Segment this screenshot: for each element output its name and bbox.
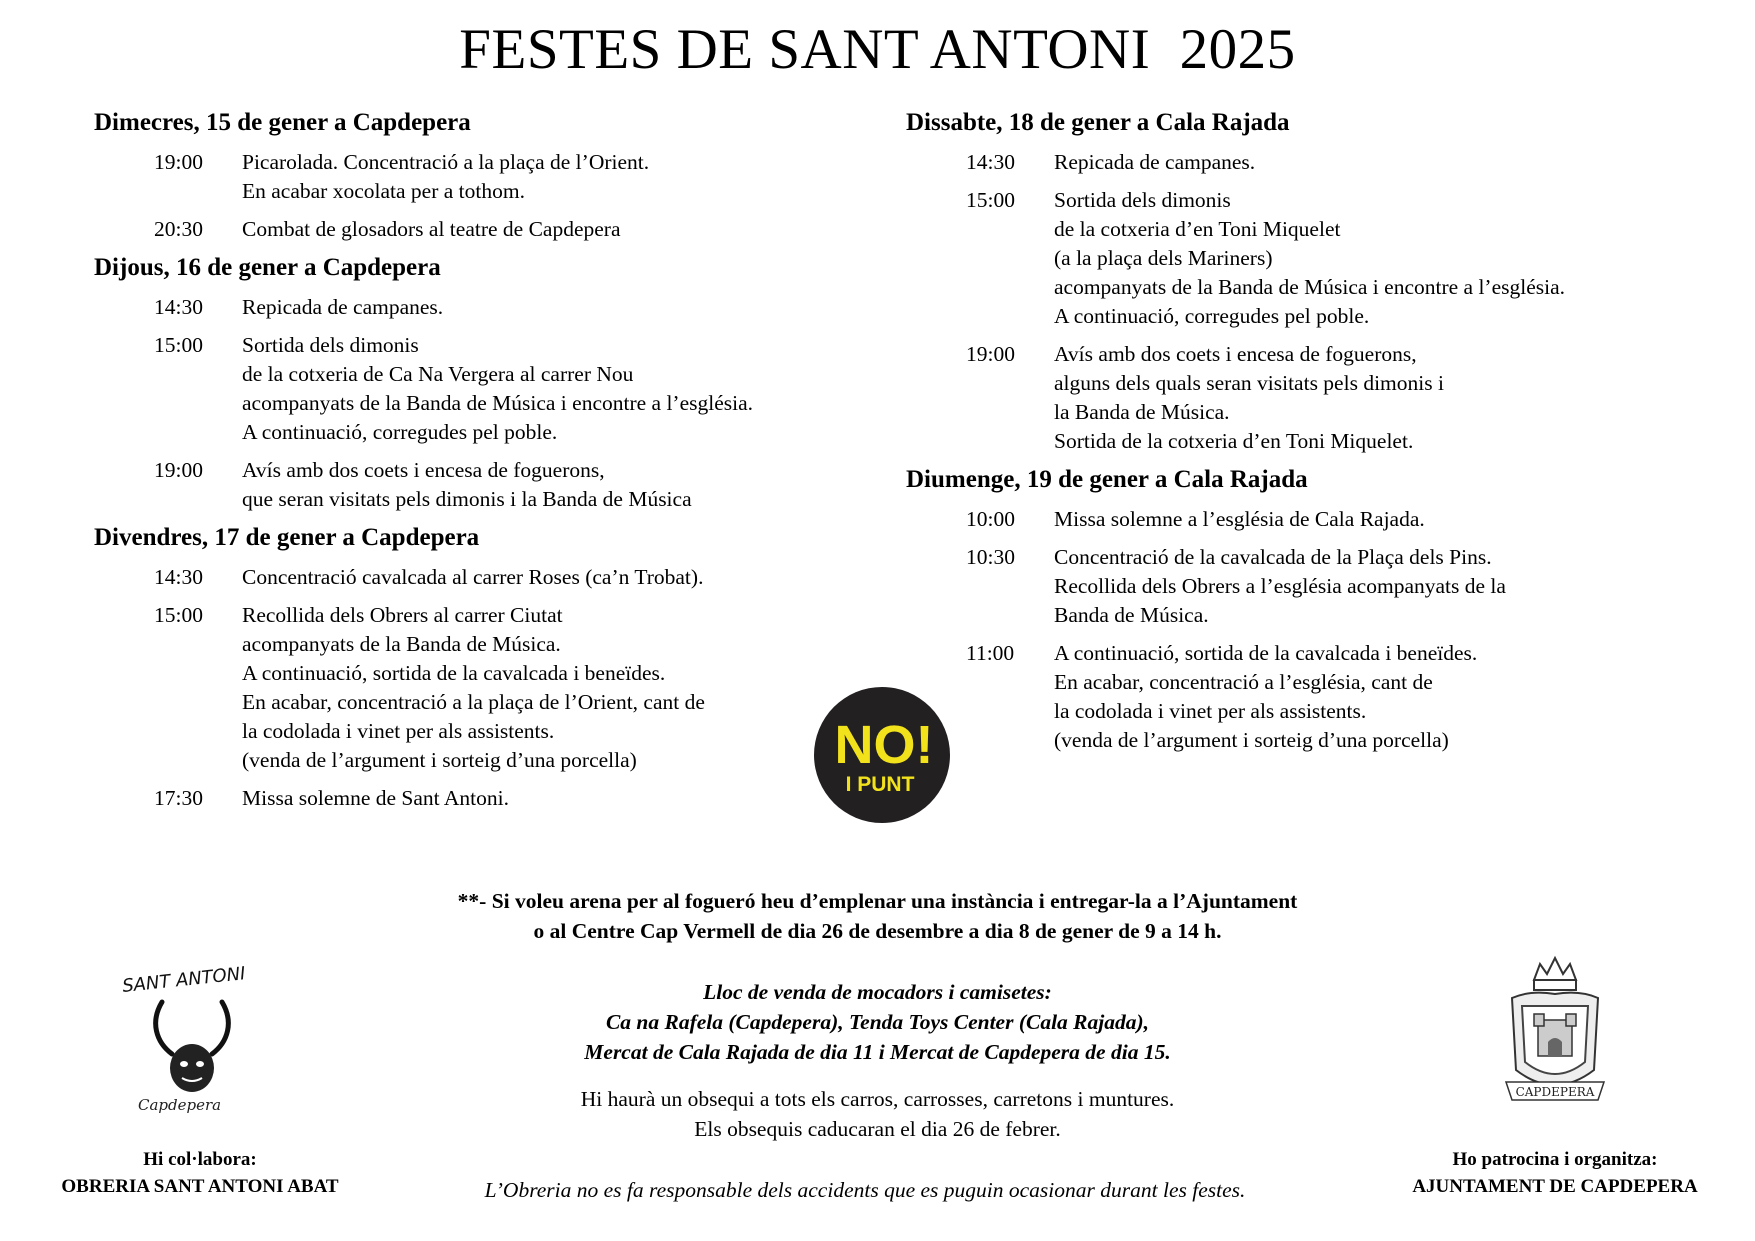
schedule-event bbox=[906, 148, 1726, 177]
event-description bbox=[242, 331, 753, 447]
day-title: Dijous, 16 de gener a Capdepera bbox=[94, 254, 441, 281]
program-column-right bbox=[906, 108, 1726, 764]
event-description bbox=[1054, 505, 1425, 534]
schedule-event bbox=[906, 543, 1726, 630]
sponsor-name: AJUNTAMENT DE CAPDEPERA bbox=[1412, 1176, 1698, 1197]
event-time: 10:30 bbox=[966, 545, 1015, 569]
sales-line: Mercat de Cala Rajada de dia 11 i Mercat de Capdepera de dia 15. bbox=[584, 1040, 1171, 1064]
no-i-punt-badge bbox=[814, 687, 950, 823]
event-description-line: Avís amb dos coets i encesa de foguerons, bbox=[1054, 342, 1417, 366]
event-time: 15:00 bbox=[154, 603, 203, 627]
disclaimer: L’Obreria no es fa responsable dels accidents que es puguin ocasionar durant les festes. bbox=[484, 1178, 1246, 1202]
event-description-line: A continuació, sortida de la cavalcada i beneïdes. bbox=[242, 661, 666, 685]
event-time: 14:30 bbox=[966, 150, 1015, 174]
event-description bbox=[242, 215, 621, 244]
sponsor-label: Ho patrocina i organitza: bbox=[1452, 1149, 1658, 1170]
collab-label: Hi col·labora: bbox=[143, 1149, 257, 1170]
capdepera-coat-of-arms bbox=[1500, 950, 1610, 1130]
event-time: 19:00 bbox=[154, 150, 203, 174]
event-description-line: Banda de Música. bbox=[1054, 603, 1209, 627]
event-description-line: Sortida dels dimonis bbox=[1054, 188, 1231, 212]
event-description bbox=[1054, 340, 1444, 456]
event-description-line: En acabar, concentració a l’església, cant de bbox=[1054, 670, 1433, 694]
sales-line: Lloc de venda de mocadors i camisetes: bbox=[703, 980, 1052, 1004]
schedule-event bbox=[94, 601, 854, 775]
schedule-event bbox=[906, 639, 1726, 755]
event-description-line: que seran visitats pels dimonis i la Banda de Música bbox=[242, 487, 692, 511]
event-description-line: de la cotxeria de Ca Na Vergera al carrer Nou bbox=[242, 362, 634, 386]
logo-left-top-text: SANT ANTONI bbox=[121, 963, 247, 998]
event-description-line: En acabar, concentració a la plaça de l’Orient, cant de bbox=[242, 690, 705, 714]
schedule-event bbox=[94, 456, 854, 514]
event-description-line: acompanyats de la Banda de Música. bbox=[242, 632, 561, 656]
notice-line: **- Si voleu arena per al fogueró heu d’emplenar una instància i entregar-la a l’Ajuntament bbox=[457, 889, 1298, 913]
event-description-line: Repicada de campanes. bbox=[1054, 150, 1256, 174]
event-description bbox=[242, 456, 692, 514]
notice-line: o al Centre Cap Vermell de dia 26 de desembre a dia 8 de gener de 9 a 14 h. bbox=[533, 919, 1222, 943]
program-column-left bbox=[94, 108, 854, 822]
event-description-line: Avís amb dos coets i encesa de foguerons, bbox=[242, 458, 605, 482]
day-section bbox=[94, 108, 854, 244]
event-description bbox=[1054, 186, 1565, 331]
sales-line: Ca na Rafela (Capdepera), Tenda Toys Center (Cala Rajada), bbox=[605, 1010, 1150, 1034]
event-description-line: la codolada i vinet per als assistents. bbox=[1054, 699, 1367, 723]
event-description-line: A continuació, corregudes pel poble. bbox=[242, 420, 558, 444]
event-description-line: A continuació, sortida de la cavalcada i beneïdes. bbox=[1054, 641, 1478, 665]
event-description-line: la Banda de Música. bbox=[1054, 400, 1230, 424]
sant-antoni-logo bbox=[110, 950, 260, 1125]
event-time: 14:30 bbox=[154, 295, 203, 319]
event-description bbox=[242, 601, 705, 775]
collaborator bbox=[0, 1146, 400, 1200]
schedule-event bbox=[94, 784, 854, 813]
sales-points bbox=[0, 977, 1755, 1067]
logo-left-bottom-text: Capdepera bbox=[138, 1096, 222, 1114]
event-time: 15:00 bbox=[154, 333, 203, 357]
gift-line: Els obsequis caducaran el dia 26 de febrer. bbox=[694, 1117, 1061, 1141]
event-time: 10:00 bbox=[966, 507, 1015, 531]
schedule-event bbox=[94, 215, 854, 244]
event-description-line: Concentració cavalcada al carrer Roses (ca’n Trobat). bbox=[242, 565, 704, 589]
event-time: 19:00 bbox=[154, 458, 203, 482]
event-description-line: Recollida dels Obrers al carrer Ciutat bbox=[242, 603, 563, 627]
day-title: Diumenge, 19 de gener a Cala Rajada bbox=[906, 466, 1308, 493]
day-section bbox=[906, 465, 1726, 755]
event-description-line: acompanyats de la Banda de Música i encontre a l’església. bbox=[1054, 275, 1566, 299]
schedule-event bbox=[906, 505, 1726, 534]
gift-line: Hi haurà un obsequi a tots els carros, carrosses, carretons i muntures. bbox=[580, 1087, 1175, 1111]
day-section bbox=[94, 523, 854, 813]
gift-notice bbox=[0, 1084, 1755, 1144]
event-description-line: Recollida dels Obrers a l’església acompanyats de la bbox=[1054, 574, 1506, 598]
event-time: 14:30 bbox=[154, 565, 203, 589]
event-description-line: Repicada de campanes. bbox=[242, 295, 444, 319]
day-section bbox=[94, 253, 854, 514]
sponsor bbox=[1355, 1146, 1755, 1200]
schedule-event bbox=[94, 331, 854, 447]
logo-right-ribbon-text: CAPDEPERA bbox=[1515, 1085, 1595, 1099]
event-time: 15:00 bbox=[966, 188, 1015, 212]
event-description bbox=[1054, 148, 1255, 177]
schedule-event bbox=[94, 293, 854, 322]
event-description-line: Concentració de la cavalcada de la Plaça dels Pins. bbox=[1054, 545, 1492, 569]
event-description-line: alguns dels quals seran visitats pels dimonis i bbox=[1054, 371, 1444, 395]
event-description-line: Missa solemne de Sant Antoni. bbox=[242, 786, 509, 810]
event-description bbox=[242, 784, 509, 813]
event-description bbox=[242, 563, 703, 592]
event-time: 19:00 bbox=[966, 342, 1015, 366]
event-description-line: A continuació, corregudes pel poble. bbox=[1054, 304, 1370, 328]
event-time: 11:00 bbox=[966, 641, 1015, 665]
schedule-event bbox=[94, 148, 854, 206]
event-time: 17:30 bbox=[154, 786, 203, 810]
day-title: Dissabte, 18 de gener a Cala Rajada bbox=[906, 109, 1290, 136]
event-description-line: acompanyats de la Banda de Música i encontre a l’església. bbox=[242, 391, 754, 415]
event-description-line: Picarolada. Concentració a la plaça de l’Orient. bbox=[242, 150, 650, 174]
event-description-line: Missa solemne a l’església de Cala Rajada. bbox=[1054, 507, 1425, 531]
event-time: 20:30 bbox=[154, 217, 203, 241]
event-description bbox=[1054, 639, 1477, 755]
event-description-line: (venda de l’argument i sorteig d’una porcella) bbox=[242, 748, 637, 772]
event-description-line: (venda de l’argument i sorteig d’una porcella) bbox=[1054, 728, 1449, 752]
event-description-line: Combat de glosadors al teatre de Capdepera bbox=[242, 217, 621, 241]
event-description-line: de la cotxeria d’en Toni Miquelet bbox=[1054, 217, 1341, 241]
event-description bbox=[242, 293, 443, 322]
event-description-line: Sortida de la cotxeria d’en Toni Miquelet. bbox=[1054, 429, 1414, 453]
day-title: Divendres, 17 de gener a Capdepera bbox=[94, 524, 480, 551]
page-title: FESTES DE SANT ANTONI 2025 bbox=[459, 18, 1296, 81]
badge-line1: NO! bbox=[834, 715, 934, 775]
badge-line2: I PUNT bbox=[845, 773, 915, 796]
event-description-line: En acabar xocolata per a tothom. bbox=[242, 179, 525, 203]
event-description-line: Sortida dels dimonis bbox=[242, 333, 419, 357]
schedule-event bbox=[906, 340, 1726, 456]
event-description bbox=[242, 148, 649, 206]
collab-name: OBRERIA SANT ANTONI ABAT bbox=[61, 1176, 339, 1197]
schedule-event bbox=[906, 186, 1726, 331]
schedule-event bbox=[94, 563, 854, 592]
day-section bbox=[906, 108, 1726, 456]
event-description-line: (a la plaça dels Mariners) bbox=[1054, 246, 1273, 270]
event-description-line: la codolada i vinet per als assistents. bbox=[242, 719, 555, 743]
arena-notice bbox=[0, 886, 1755, 946]
event-description bbox=[1054, 543, 1506, 630]
day-title: Dimecres, 15 de gener a Capdepera bbox=[94, 109, 471, 136]
